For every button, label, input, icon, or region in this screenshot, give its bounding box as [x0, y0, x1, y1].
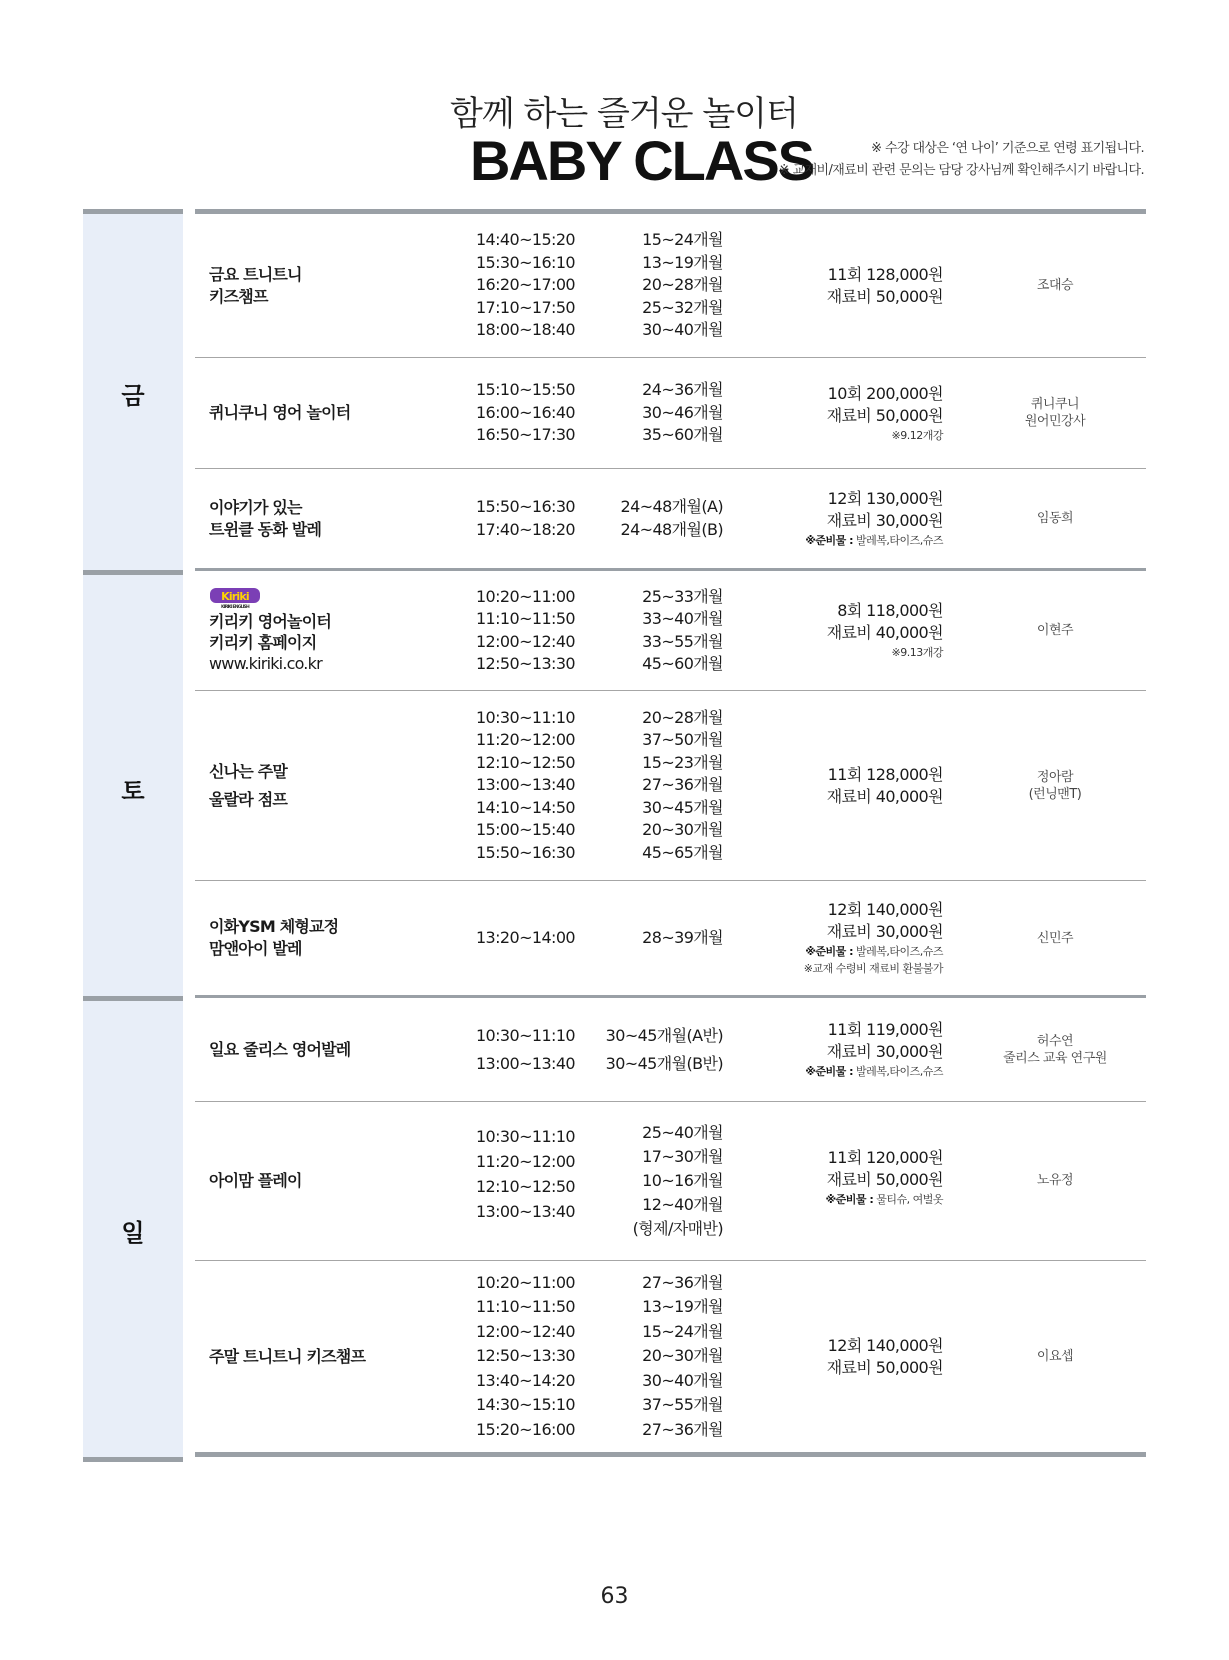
time-slot: 10:30~11:10: [475, 708, 575, 728]
teacher-name: 신민주: [1036, 930, 1074, 946]
time-list: [465, 1102, 575, 1282]
time-list: [465, 214, 575, 357]
time-slot: 14:30~15:10: [475, 1395, 575, 1415]
time-slot: 11:10~11:50: [475, 609, 575, 629]
price-info: [725, 358, 943, 468]
time-slot: 15:30~16:10: [475, 252, 575, 272]
age-range: 15~24개월: [642, 230, 723, 250]
kiriki-logo: [209, 587, 261, 609]
start-date-note: ※9.12개강: [891, 428, 943, 442]
teacher-name: 정아람: [1036, 769, 1074, 785]
teacher-name: 이요셉: [1036, 1349, 1074, 1364]
price-fee: 10회 200,000원: [827, 383, 943, 403]
teacher: [970, 691, 1140, 880]
age-range: 25~32개월: [642, 297, 723, 317]
teacher-name: 허수연: [1036, 1033, 1074, 1049]
time-slot: 13:00~13:40: [475, 775, 575, 795]
teacher-name: 임동희: [1036, 511, 1074, 526]
time-slot: 10:20~11:00: [475, 586, 575, 606]
price-info: [725, 691, 943, 880]
class-name-line: 키리키 영어놀이터: [209, 612, 332, 631]
class-name: [209, 358, 479, 468]
price-fee: 12회 130,000원: [827, 489, 943, 508]
class-name: [209, 469, 479, 568]
age-range: 30~40개월: [642, 320, 723, 340]
class-name: [209, 881, 479, 995]
supplies-text: 발레복,타이즈,슈즈: [853, 1065, 943, 1078]
start-date-note: ※9.13개강: [891, 646, 943, 659]
age-range: 24~48개월(A): [620, 497, 723, 517]
table-bottom-rule: [195, 1452, 1146, 1457]
teacher-role: 줄리스 교육 연구원: [1003, 1050, 1107, 1066]
class-name-line: 키즈챔프: [209, 286, 268, 306]
time-list: [465, 691, 575, 880]
age-range: 28~39개월: [642, 927, 723, 947]
age-range: 25~33개월: [642, 586, 723, 606]
time-slot: 11:20~12:00: [475, 1152, 575, 1171]
price-material: 재료비 50,000원: [826, 1357, 943, 1377]
class-name-line: 일요 줄리스 영어발레: [209, 1039, 351, 1059]
price-info: [725, 571, 943, 690]
age-list: [605, 1261, 723, 1452]
age-list: [605, 691, 723, 880]
kiriki-website-link[interactable]: www.kiriki.co.kr: [209, 654, 322, 673]
price-info: [725, 214, 943, 357]
price-material: 재료비 50,000원: [826, 1170, 943, 1189]
age-range: 20~30개월: [642, 1346, 723, 1366]
time-list: [465, 358, 575, 468]
age-range: 20~28개월: [642, 708, 723, 728]
age-range: 37~55개월: [642, 1395, 723, 1415]
class-row-imom-play: [195, 1102, 1146, 1260]
price-info: [725, 1261, 943, 1452]
age-range: 20~30개월: [642, 820, 723, 840]
teacher: [970, 469, 1140, 568]
time-slot: 13:00~13:40: [475, 1053, 575, 1073]
time-slot: 10:20~11:00: [475, 1272, 575, 1292]
time-slot: 15:50~16:30: [475, 842, 575, 862]
supplies-label: ※준비물 :: [805, 945, 853, 958]
age-range: 27~36개월: [642, 1272, 723, 1292]
class-name-line: 아이맘 플레이: [209, 1171, 302, 1190]
teacher: [970, 571, 1140, 690]
supplies-text: 물티슈, 여벌옷: [873, 1193, 943, 1206]
time-slot: 18:00~18:40: [475, 320, 575, 340]
time-slot: 11:10~11:50: [475, 1297, 575, 1317]
time-slot: 15:00~15:40: [475, 820, 575, 840]
time-slot: 12:10~12:50: [475, 1177, 575, 1196]
age-range: (형제/자매반): [632, 1219, 723, 1238]
teacher-name: 조대승: [1036, 278, 1074, 293]
day-label-sun: 일: [121, 1219, 145, 1247]
class-name-line: 트윈클 동화 발레: [209, 519, 322, 539]
age-range: 25~40개월: [642, 1123, 723, 1142]
note-material-inquiry: ※ 교재비/재료비 관련 문의는 담당 강사님께 확인해주시기 바랍니다.: [778, 163, 1144, 178]
class-row-weekend-tnt: [195, 1261, 1146, 1452]
age-range: 13~19개월: [642, 1297, 723, 1317]
age-range: 45~60개월: [642, 653, 723, 673]
price-material: 재료비 40,000원: [826, 623, 943, 642]
teacher: [970, 998, 1140, 1101]
note-age-basis: ※ 수강 대상은 ‘연 나이’ 기준으로 연령 표기됩니다.: [871, 141, 1144, 156]
time-slot: 14:10~14:50: [475, 797, 575, 817]
supplies-text: 발레복,타이즈,슈즈: [853, 945, 943, 958]
age-list: [605, 881, 723, 995]
age-range: 13~19개월: [642, 252, 723, 272]
day-label-sat: 토: [121, 777, 145, 805]
price-fee: 11회 119,000원: [827, 1020, 943, 1039]
refund-note: ※교재 수령비 재료비 환불불가: [803, 962, 943, 975]
age-range: 30~46개월: [642, 402, 723, 422]
class-name: [209, 214, 479, 357]
class-name-line: 퀴니쿠니 영어 놀이터: [209, 403, 351, 422]
time-slot: 13:00~13:40: [475, 1202, 575, 1221]
class-name: [209, 998, 479, 1101]
age-list: [605, 571, 723, 690]
time-slot: 13:40~14:20: [475, 1370, 575, 1390]
age-list: [605, 214, 723, 357]
class-row-fri-tnt: [195, 214, 1146, 357]
day-block-sun: [83, 996, 183, 1462]
time-slot: 12:10~12:50: [475, 752, 575, 772]
class-row-kiriki: [195, 571, 1146, 690]
age-range: 15~23개월: [642, 752, 723, 772]
time-list: [465, 1261, 575, 1452]
teacher-name: 노유정: [1036, 1173, 1074, 1188]
page-header: [0, 0, 1229, 210]
teacher-role: 원어민강사: [1024, 414, 1086, 429]
class-row-quinny: [195, 358, 1146, 468]
price-material: 재료비 40,000원: [826, 786, 943, 806]
page-subtitle: 함께 하는 즐거운 놀이터: [450, 94, 798, 134]
price-fee: 11회 128,000원: [827, 764, 943, 784]
supplies-label: ※준비물 :: [825, 1193, 874, 1206]
teacher-role: (런닝맨T): [1028, 786, 1082, 802]
class-name: [209, 571, 479, 690]
time-slot: 16:00~16:40: [475, 402, 575, 422]
time-slot: 12:50~13:30: [475, 1346, 575, 1366]
age-range: 30~45개월(B반): [605, 1053, 723, 1073]
age-range: 33~40개월: [642, 609, 723, 629]
page-number: 63: [600, 1584, 629, 1609]
age-range: 35~60개월: [642, 425, 723, 445]
class-name-line: 이야기가 있는: [209, 497, 302, 517]
time-list: [465, 998, 575, 1101]
teacher: [970, 881, 1140, 995]
class-row-ulala-jump: [195, 691, 1146, 880]
time-slot: 16:20~17:00: [475, 275, 575, 295]
class-row-ysm-ballet: [195, 881, 1146, 995]
time-slot: 15:50~16:30: [475, 497, 575, 517]
day-block-fri: [83, 209, 183, 570]
time-list: [465, 571, 575, 690]
teacher: [970, 214, 1140, 357]
age-list: [605, 469, 723, 568]
price-fee: 11회 128,000원: [827, 264, 943, 284]
time-slot: 15:10~15:50: [475, 380, 575, 400]
price-material: 재료비 30,000원: [826, 1042, 943, 1061]
age-range: 33~55개월: [642, 631, 723, 651]
time-slot: 12:00~12:40: [475, 631, 575, 651]
age-list: [605, 358, 723, 468]
price-info: [725, 469, 943, 568]
price-fee: 12회 140,000원: [827, 900, 943, 919]
age-range: 20~28개월: [642, 275, 723, 295]
age-range: 27~36개월: [642, 775, 723, 795]
supplies-note: [805, 1063, 943, 1080]
class-name: [209, 691, 479, 880]
price-material: 재료비 50,000원: [826, 405, 943, 425]
price-fee: 8회 118,000원: [837, 601, 943, 620]
price-fee: 11회 120,000원: [827, 1148, 943, 1167]
teacher-name: 이현주: [1036, 623, 1074, 638]
page-title: BABY CLASS: [470, 129, 814, 192]
age-range: 24~36개월: [642, 380, 723, 400]
day-label-fri: 금: [121, 382, 145, 410]
day-block-sat: [83, 570, 183, 996]
age-range: 24~48개월(B): [620, 519, 723, 539]
kiriki-logo-text: Kiriki: [221, 590, 249, 603]
teacher: [970, 358, 1140, 468]
time-slot: 12:50~13:30: [475, 653, 575, 673]
class-name-line: 키리키 홈페이지: [209, 633, 317, 652]
age-range: 10~16개월: [642, 1171, 723, 1190]
age-list: [605, 1102, 723, 1260]
supplies-note: [825, 1191, 943, 1208]
supplies-text: 발레복,타이즈,슈즈: [853, 534, 943, 547]
supplies-label: ※준비물 :: [805, 534, 853, 547]
price-info: [725, 998, 943, 1101]
time-slot: 16:50~17:30: [475, 425, 575, 445]
time-slot: 10:30~11:10: [475, 1025, 575, 1045]
class-name-line: 금요 트니트니: [209, 264, 302, 284]
header-notes: [779, 138, 1144, 182]
price-fee: 12회 140,000원: [827, 1335, 943, 1355]
time-slot: 13:20~14:00: [475, 927, 575, 947]
teacher: [970, 1261, 1140, 1452]
class-name-line: 이화YSM 체형교정: [209, 917, 339, 936]
supplies-note: [805, 532, 943, 549]
time-slot: 11:20~12:00: [475, 730, 575, 750]
age-range: 30~45개월(A반): [605, 1025, 723, 1045]
time-slot: 14:40~15:20: [475, 230, 575, 250]
age-range: 45~65개월: [642, 842, 723, 862]
class-name-line: 신나는 주말: [209, 761, 288, 781]
supplies-label: ※준비물 :: [805, 1065, 853, 1078]
time-slot: 17:40~18:20: [475, 519, 575, 539]
age-range: 17~30개월: [642, 1147, 723, 1166]
time-slot: 15:20~16:00: [475, 1419, 575, 1439]
price-material: 재료비 30,000원: [826, 922, 943, 941]
class-row-twinkle-ballet: [195, 469, 1146, 568]
class-row-julies-ballet: [195, 998, 1146, 1101]
class-name: [209, 1261, 479, 1452]
time-slot: 12:00~12:40: [475, 1321, 575, 1341]
time-slot: 10:30~11:10: [475, 1127, 575, 1146]
age-range: 30~45개월: [642, 797, 723, 817]
age-range: 12~40개월: [642, 1195, 723, 1214]
time-list: [465, 469, 575, 568]
class-name-line: 주말 트니트니 키즈챔프: [209, 1346, 366, 1366]
kiriki-logo-subtext: KIRIKI ENGLISH: [221, 605, 249, 609]
class-name-line: 맘앤아이 발레: [209, 939, 302, 958]
age-range: 30~40개월: [642, 1370, 723, 1390]
class-name-line: 울랄라 점프: [209, 789, 288, 809]
time-list: [465, 881, 575, 995]
price-material: 재료비 50,000원: [826, 286, 943, 306]
supplies-note: [805, 943, 943, 960]
age-list: [605, 998, 723, 1101]
price-material: 재료비 30,000원: [826, 511, 943, 530]
age-range: 37~50개월: [642, 730, 723, 750]
age-range: 15~24개월: [642, 1321, 723, 1341]
price-info: [725, 881, 943, 995]
time-slot: 17:10~17:50: [475, 297, 575, 317]
teacher-name: 퀴니쿠니: [1030, 397, 1080, 412]
age-range: 27~36개월: [642, 1419, 723, 1439]
